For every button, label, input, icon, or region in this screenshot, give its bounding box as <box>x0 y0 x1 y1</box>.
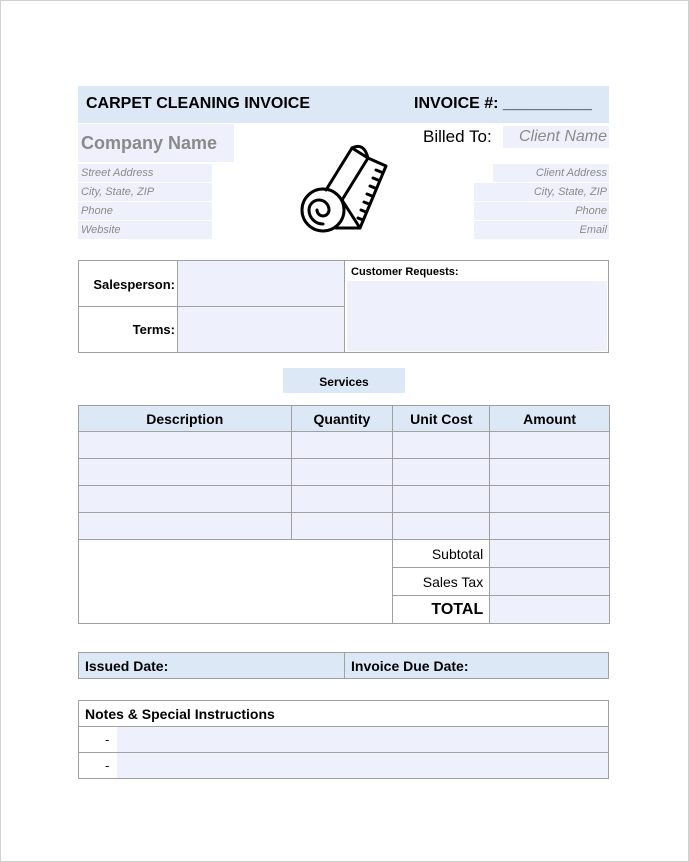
services-table <box>78 405 610 624</box>
sales-info-box <box>78 260 609 353</box>
description-cell[interactable] <box>79 486 292 513</box>
amount-cell[interactable] <box>490 513 610 540</box>
customer-requests-label: Customer Requests: <box>351 266 459 278</box>
note-input[interactable] <box>117 727 608 752</box>
total-value[interactable] <box>490 596 610 624</box>
sales-tax-label: Sales Tax <box>393 568 490 596</box>
description-cell[interactable] <box>79 459 292 486</box>
col-quantity: Quantity <box>291 406 393 432</box>
salesperson-label: Salesperson: <box>93 277 175 292</box>
table-row <box>79 432 610 459</box>
col-amount: Amount <box>490 406 610 432</box>
notes-title: Notes & Special Instructions <box>85 706 275 722</box>
quantity-cell[interactable] <box>291 459 393 486</box>
issued-date-label[interactable]: Issued Date: <box>85 658 169 674</box>
notes-box <box>78 700 609 779</box>
amount-cell[interactable] <box>490 486 610 513</box>
quantity-cell[interactable] <box>291 486 393 513</box>
bullet-dash: - <box>105 758 110 773</box>
unit-cost-cell[interactable] <box>393 459 490 486</box>
client-email[interactable]: Email <box>474 221 609 239</box>
unit-cost-cell[interactable] <box>393 513 490 540</box>
company-street-address[interactable]: Street Address <box>78 164 212 182</box>
description-cell[interactable] <box>79 432 292 459</box>
terms-label: Terms: <box>132 322 175 337</box>
total-label: TOTAL <box>393 596 490 624</box>
quantity-cell[interactable] <box>291 432 393 459</box>
subtotal-label: Subtotal <box>393 540 490 568</box>
table-row <box>79 513 610 540</box>
company-phone[interactable]: Phone <box>78 202 212 220</box>
description-cell[interactable] <box>79 513 292 540</box>
amount-cell[interactable] <box>490 432 610 459</box>
carpet-roll-icon <box>296 140 390 234</box>
salesperson-input[interactable] <box>177 261 345 307</box>
note-line <box>79 726 608 752</box>
subtotal-value[interactable] <box>490 540 610 568</box>
customer-requests-input[interactable] <box>347 281 607 351</box>
unit-cost-cell[interactable] <box>393 432 490 459</box>
client-phone[interactable]: Phone <box>474 202 609 220</box>
company-city-state-zip[interactable]: City, State, ZIP <box>78 183 212 201</box>
totals-blank-area <box>79 540 393 624</box>
table-row <box>79 459 610 486</box>
terms-input[interactable] <box>177 307 345 352</box>
client-address[interactable]: Client Address <box>493 164 609 182</box>
unit-cost-cell[interactable] <box>393 486 490 513</box>
services-heading: Services <box>283 368 405 393</box>
invoice-title: CARPET CLEANING INVOICE <box>86 95 311 112</box>
company-website[interactable]: Website <box>78 221 212 239</box>
sales-tax-value[interactable] <box>490 568 610 596</box>
quantity-cell[interactable] <box>291 513 393 540</box>
invoice-header <box>78 86 609 123</box>
dates-row <box>78 652 609 679</box>
note-input[interactable] <box>117 753 608 778</box>
due-date-label[interactable]: Invoice Due Date: <box>351 658 469 674</box>
divider <box>344 653 345 678</box>
client-name-field[interactable]: Client Name <box>503 126 609 148</box>
client-city-state-zip[interactable]: City, State, ZIP <box>474 183 609 201</box>
col-description: Description <box>79 406 292 432</box>
amount-cell[interactable] <box>490 459 610 486</box>
billed-to-label: Billed To: <box>423 127 492 146</box>
col-unit-cost: Unit Cost <box>393 406 490 432</box>
note-line <box>79 752 608 778</box>
bullet-dash: - <box>105 732 110 747</box>
company-name[interactable]: Company Name <box>78 124 234 162</box>
table-row <box>79 486 610 513</box>
invoice-number-field[interactable]: INVOICE #: __________ <box>414 95 592 112</box>
